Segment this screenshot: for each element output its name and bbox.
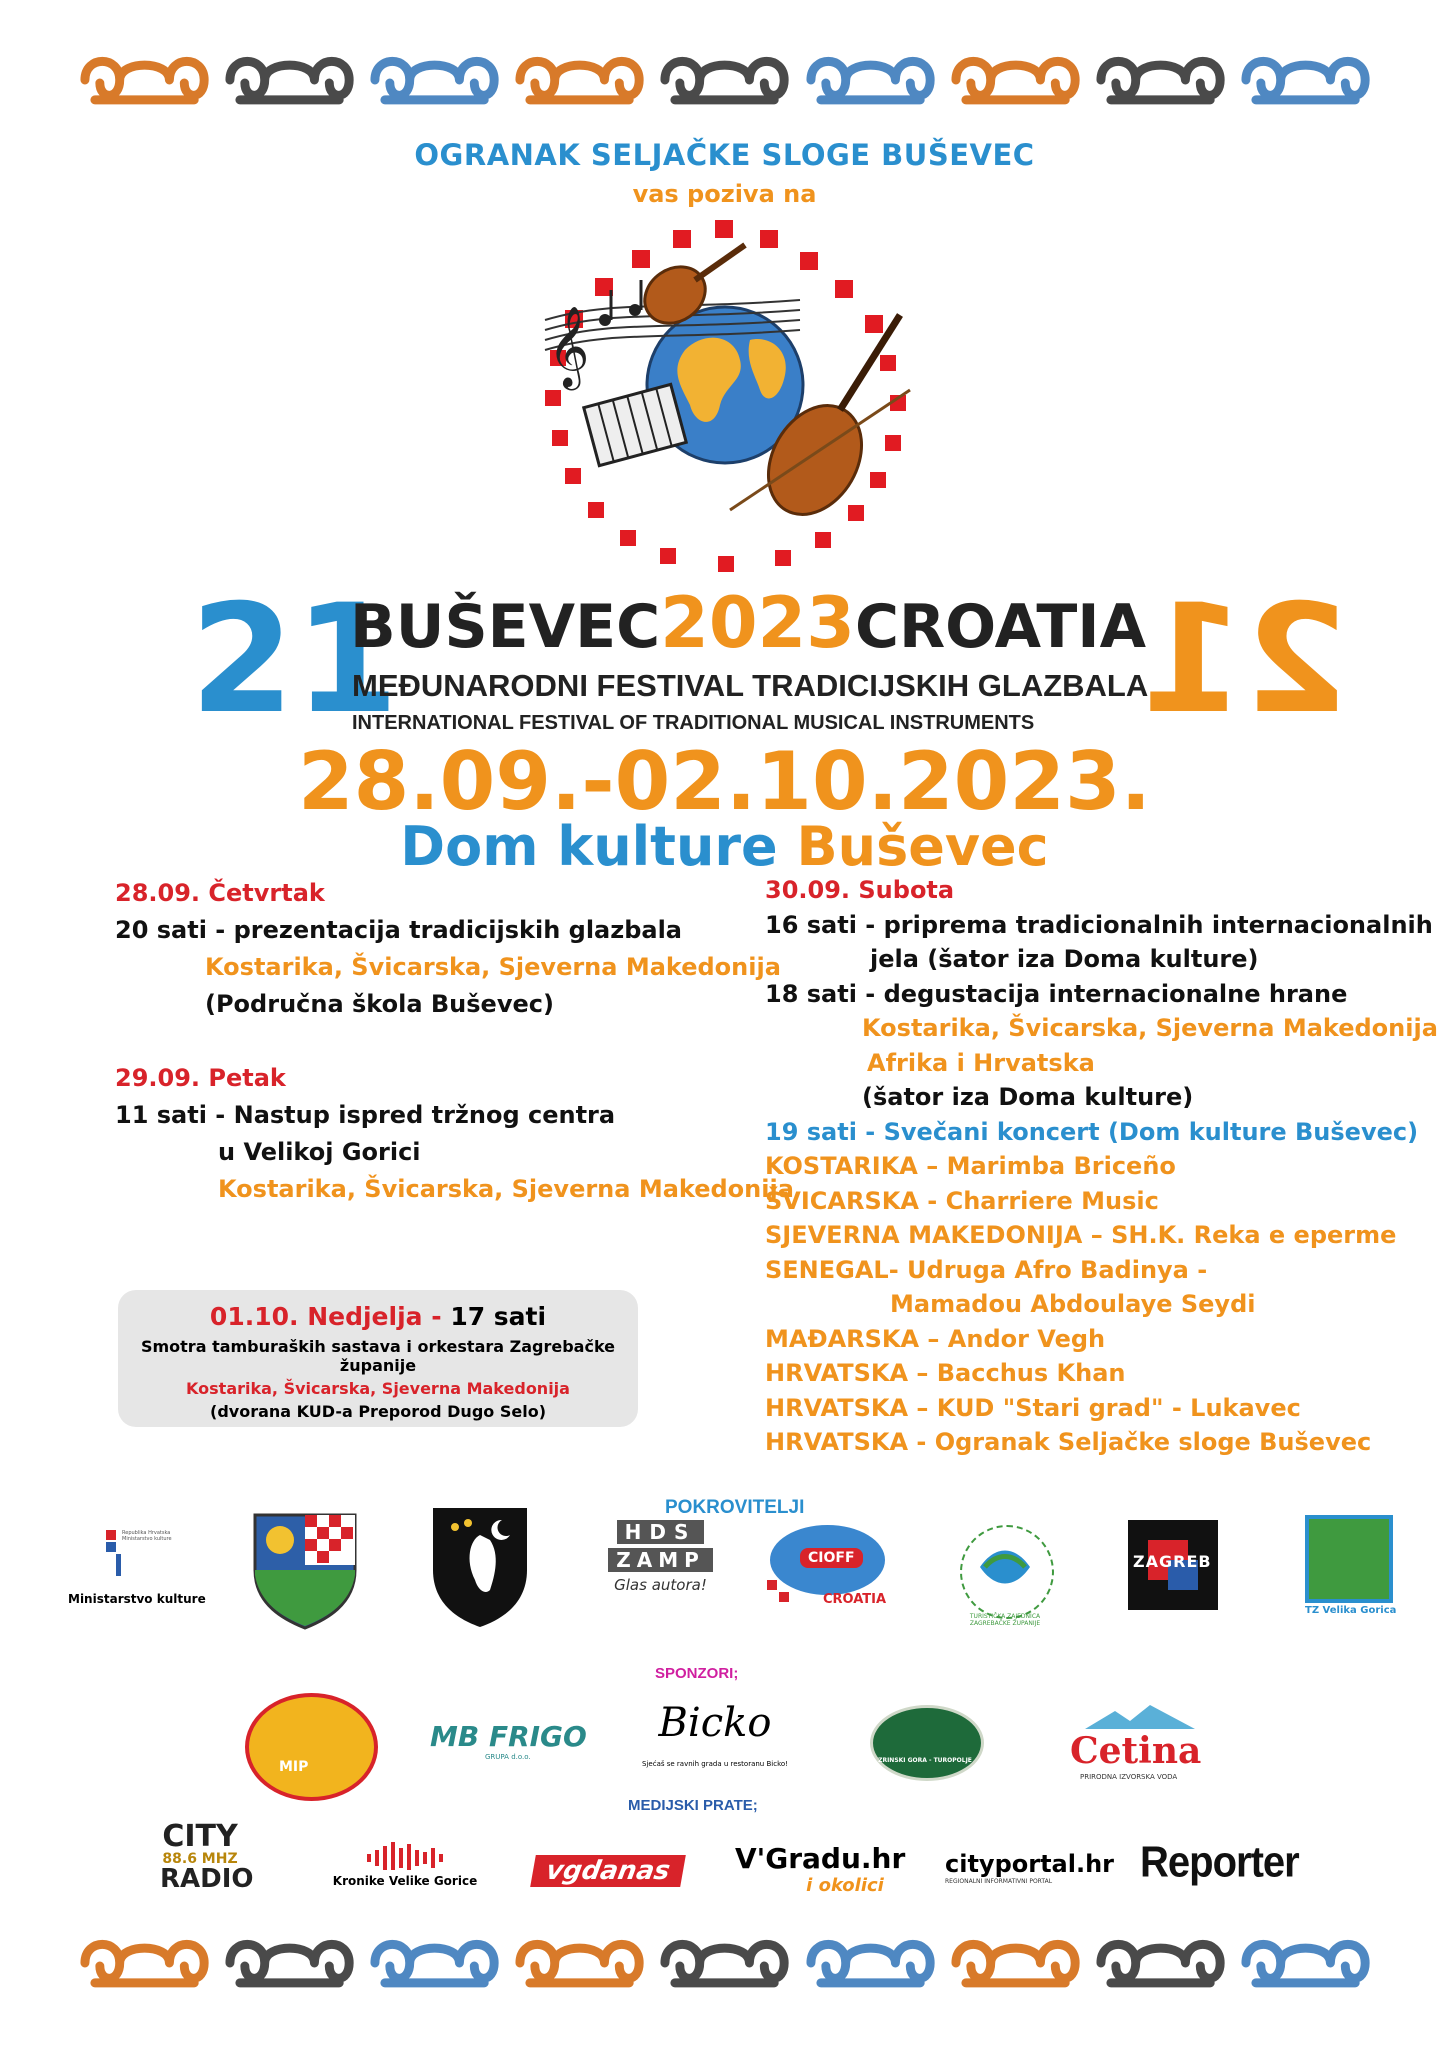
day2-countries: Kostarika, Švicarska, Sjeverna Makedonija [218, 1175, 794, 1203]
zamp-text: ZAMP [608, 1548, 713, 1572]
concert-heading: 19 sati - Svečani koncert (Dom kulture Buševec) [765, 1117, 1419, 1146]
anniversary-number-right: 21 [1140, 573, 1349, 747]
bicko-logo [640, 1700, 790, 1795]
sunday-description: Smotra tamburaških sastava i orkestara Zagrebačke županije [140, 1337, 616, 1375]
festival-venue [0, 815, 1449, 878]
top-ornament-border [75, 45, 1375, 115]
day2-event-cont: u Velikoj Gorici [218, 1138, 421, 1166]
vgdanas-logo [530, 1855, 686, 1887]
title-country: CROATIA [854, 592, 1147, 662]
performer-item: MAĐARSKA – Andor Vegh [765, 1324, 1106, 1353]
sunday-location: (dvorana KUD-a Preporod Dugo Selo) [210, 1402, 546, 1421]
cityportal-text: cityportal.hr [945, 1850, 1115, 1878]
saturday-event2-location: (šator iza Doma kulture) [862, 1083, 1194, 1111]
tz-velika-gorica-logo [1305, 1515, 1397, 1616]
ministry-small-text: Republika Hrvatska Ministarstvo kulture [122, 1530, 172, 1542]
ornament-icon [655, 1928, 794, 1998]
city-radio-name: CITY [162, 1819, 238, 1854]
saturday-event2-countries2: Afrika i Hrvatska [867, 1048, 1095, 1077]
ornament-icon [220, 1928, 359, 1998]
county-coat-of-arms-icon [250, 1510, 360, 1630]
vgradu-logo [735, 1842, 906, 1902]
performer-item: KOSTARIKA – Marimba Briceño [765, 1152, 1176, 1180]
sunday-event-box [118, 1290, 638, 1427]
city-radio-freq: 88.6 MHZ [162, 1851, 238, 1867]
sunday-date: 01.10. Nedjelja - [209, 1302, 442, 1331]
ornament-icon [801, 45, 940, 115]
ornament-icon [510, 1928, 649, 1998]
title-place: BUŠEVEC [350, 592, 661, 662]
zagreb-text: ZAGREB [1133, 1552, 1212, 1571]
ornament-icon [655, 45, 794, 115]
festival-dates: 28.09.-02.10.2023. [297, 735, 1152, 828]
sunday-heading [118, 1302, 638, 1331]
mb-frigo-text: MB FRIGO [430, 1720, 587, 1753]
ministry-name: Ministarstvo kulture [68, 1592, 206, 1606]
reporter-text: Reporter [1140, 1837, 1299, 1887]
subtitle-english: INTERNATIONAL FESTIVAL OF TRADITIONAL MUSICAL INSTRUMENTS [352, 712, 1035, 734]
city-radio-label: RADIO [160, 1864, 254, 1894]
invite-text: vas poziva na [632, 180, 817, 208]
ornament-icon [365, 45, 504, 115]
ornament-icon [75, 45, 214, 115]
day2-heading: 29.09. Petak [115, 1064, 286, 1092]
performer-item: HRVATSKA – KUD "Stari grad" - Lukavec [765, 1393, 1301, 1422]
schedule-left [115, 875, 794, 1208]
cioff-logo [765, 1520, 895, 1620]
cityportal-logo [945, 1850, 1115, 1895]
svg-text:𝄞: 𝄞 [548, 305, 590, 387]
vgdanas-text: vgdanas [543, 1856, 673, 1886]
ornament-icon [946, 1928, 1085, 1998]
saturday-event2: 18 sati - degustacija internacionalne hrane [765, 979, 1348, 1008]
hds-zamp-logo [598, 1520, 723, 1615]
bicko-text: Bicko [658, 1700, 772, 1746]
performer-item: HRVATSKA – Bacchus Khan [765, 1359, 1126, 1387]
zrinska-text: ZRINSKI GORA - TUROPOLJE [878, 1757, 972, 1764]
ornament-icon [1236, 1928, 1375, 1998]
festival-emblem [470, 210, 990, 590]
ministry-logo [68, 1530, 208, 1620]
cetina-text: Cetina [1070, 1730, 1202, 1772]
kronike-text: Kronike Velike Gorice [332, 1874, 478, 1888]
ornament-icon [510, 45, 649, 115]
fish-icon [975, 1545, 1035, 1590]
saturday-heading: 30.09. Subota [765, 876, 955, 904]
day1-event: 20 sati - prezentacija tradicijskih glazbala [115, 916, 682, 944]
patrons-label: POKROVITELJI [665, 1497, 805, 1518]
ornament-icon [946, 45, 1085, 115]
ornament-icon [220, 45, 359, 115]
cityportal-sub: REGIONALNI INFORMATIVNI PORTAL [945, 1878, 1053, 1885]
tz-vg-text: TZ Velika Gorica [1305, 1605, 1397, 1616]
bicko-sub: Sjećaš se ravnih grada u restoranu Bicko! [642, 1760, 788, 1768]
kronike-logo [330, 1842, 480, 1892]
anniversary-number-left: 21 [190, 573, 399, 747]
mb-frigo-logo [430, 1720, 587, 1770]
zrinska-logo [870, 1705, 980, 1790]
bottom-ornament-border [75, 1928, 1375, 1998]
performer-item: ŠVICARSKA - Charriere Music [765, 1186, 1159, 1215]
day2-event: 11 sati - Nastup ispred tržnog centra [115, 1101, 616, 1129]
cetina-logo [1070, 1705, 1210, 1785]
vgradu-text: V'Gradu.hr [735, 1842, 906, 1875]
schedule-right [765, 873, 1438, 1460]
subtitle-croatian: MEĐUNARODNI FESTIVAL TRADICIJSKIH GLAZBALA [352, 668, 1149, 703]
hds-tagline: Glas autora! [614, 1576, 707, 1594]
sponsors-label: SPONZORI; [655, 1665, 739, 1682]
ornament-icon [801, 1928, 940, 1998]
reporter-logo [1140, 1837, 1320, 1890]
cetina-sub: PRIRODNA IZVORSKA VODA [1080, 1773, 1178, 1781]
ornament-icon [1091, 1928, 1230, 1998]
performer-item: Mamadou Abdoulaye Seydi [890, 1290, 1256, 1318]
day1-countries: Kostarika, Švicarska, Sjeverna Makedonija [205, 953, 781, 981]
tz-zagreb-county-logo [950, 1515, 1060, 1625]
ornament-icon [1091, 45, 1230, 115]
saturday-event1: 16 sati - priprema tradicionalnih internacionalnih [765, 910, 1433, 939]
performer-item: HRVATSKA - Ogranak Seljačke sloge Buševec [765, 1428, 1372, 1456]
title-year: 2023 [660, 582, 855, 664]
ornament-icon [1236, 45, 1375, 115]
city-radio-logo [160, 1819, 254, 1912]
municipality-coat-of-arms-icon [430, 1505, 530, 1630]
saturday-event2-countries: Kostarika, Švicarska, Sjeverna Makedonija [862, 1014, 1438, 1042]
sound-wave-icon [365, 1842, 445, 1870]
sunday-countries: Kostarika, Švicarska, Sjeverna Makedonija [186, 1379, 570, 1398]
mountain-icon [1085, 1705, 1195, 1729]
cioff-country: CROATIA [823, 1592, 887, 1607]
media-label: MEDIJSKI PRATE; [628, 1797, 758, 1814]
saturday-event1-cont: jela (šator iza Doma kulture) [870, 945, 1259, 973]
tz-zupanija-text: TURISTIČKA ZAJEDNICA ZAGREBAČKE ŽUPANIJE [969, 1613, 1041, 1627]
venue-name: Dom kulture [400, 815, 778, 878]
festival-title [350, 582, 1147, 664]
mip-logo [245, 1693, 378, 1801]
ornament-icon [75, 1928, 214, 1998]
cioff-text: CIOFF [800, 1548, 863, 1568]
hds-text: HDS [617, 1520, 705, 1544]
organizer-title: OGRANAK SELJAČKE SLOGE BUŠEVEC [414, 138, 1035, 172]
sunday-time: 17 sati [450, 1302, 547, 1331]
zagreb-logo [1128, 1520, 1218, 1610]
venue-place: Buševec [796, 815, 1049, 878]
performer-item: SENEGAL- Udruga Afro Badinya - [765, 1255, 1208, 1284]
day1-heading: 28.09. Četvrtak [115, 879, 325, 907]
day1-location: (Područna škola Buševec) [205, 990, 554, 1018]
vgradu-sub: i okolici [806, 1875, 884, 1896]
performer-item: SJEVERNA MAKEDONIJA – SH.K. Reka e eperme [765, 1221, 1397, 1249]
ornament-icon [365, 1928, 504, 1998]
mb-frigo-sub: GRUPA d.o.o. [485, 1753, 531, 1761]
mip-text: MIP [279, 1759, 309, 1775]
